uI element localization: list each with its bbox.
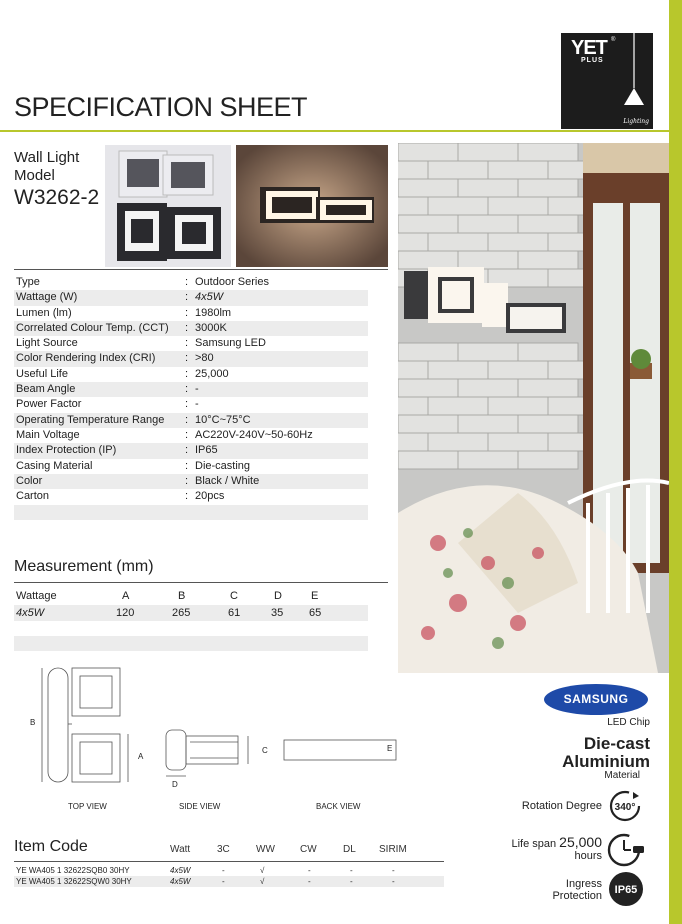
spec-row xyxy=(14,397,368,412)
item-cell: - xyxy=(392,866,395,875)
dim-label-a: A xyxy=(138,752,144,761)
rotation-icon xyxy=(609,790,641,822)
item-cell: 4x5W xyxy=(170,877,191,886)
spec-label: Lumen (lm) xyxy=(16,306,72,319)
spec-label: Type xyxy=(16,276,40,288)
spec-label: Operating Temperature Range xyxy=(16,413,165,426)
spec-colon: : xyxy=(185,413,189,426)
spec-row xyxy=(14,428,368,443)
item-cell: - xyxy=(308,866,311,875)
clock-icon xyxy=(606,830,646,870)
spec-label: Useful Life xyxy=(16,367,68,380)
life-span-text: Life span xyxy=(511,838,557,850)
spec-label: Color xyxy=(16,474,43,487)
life-span-label xyxy=(511,836,602,862)
spec-colon: : xyxy=(185,306,189,319)
spec-row xyxy=(14,275,368,290)
logo-tagline: Lighting xyxy=(623,118,649,125)
spec-colon: : xyxy=(185,459,189,472)
item-header-cell: 3C xyxy=(217,844,230,855)
item-header-cell: WW xyxy=(256,844,275,855)
spec-table xyxy=(14,275,368,504)
spec-label: Index Protection (IP) xyxy=(16,444,117,457)
ingress-line1: Ingress xyxy=(565,878,602,890)
item-cell: - xyxy=(308,877,311,886)
spec-value: 25,000 xyxy=(195,367,229,380)
spec-label: Power Factor xyxy=(16,398,82,411)
side-view-label: SIDE VIEW xyxy=(179,802,221,811)
measurement-cell: 61 xyxy=(228,607,241,619)
diecast-label xyxy=(562,735,650,771)
spec-row xyxy=(14,367,368,382)
spec-row xyxy=(14,290,368,305)
spec-row xyxy=(14,351,368,366)
technical-drawings xyxy=(0,660,400,820)
spec-colon: : xyxy=(185,444,189,457)
item-code-title: Item Code xyxy=(14,838,88,855)
spec-colon: : xyxy=(185,276,189,288)
product-photo-variants xyxy=(105,145,231,267)
item-header-cell: CW xyxy=(300,844,317,855)
dim-label-c: C xyxy=(262,746,268,755)
product-model: W3262-2 xyxy=(14,186,100,209)
life-span-value: 25,000 xyxy=(559,834,602,850)
spec-value: 1980lm xyxy=(195,306,232,319)
spec-colon: : xyxy=(185,474,189,487)
product-model-label: Model xyxy=(14,167,55,184)
item-cell: - xyxy=(350,877,353,886)
product-type: Wall Light xyxy=(14,149,80,166)
ingress-label xyxy=(552,878,602,902)
page-title: SPECIFICATION SHEET xyxy=(14,92,308,122)
item-rule xyxy=(14,861,444,862)
logo-name: YET xyxy=(571,37,607,59)
spec-value: 20pcs xyxy=(195,490,225,503)
spec-colon: : xyxy=(185,337,189,350)
lamp-icon xyxy=(619,33,649,113)
spec-colon: : xyxy=(185,321,189,334)
back-view-label: BACK VIEW xyxy=(316,802,361,811)
measurement-header-cell: C xyxy=(230,590,238,602)
spec-value: Outdoor Series xyxy=(195,276,269,288)
dim-label-e: E xyxy=(387,744,393,753)
spec-label: Beam Angle xyxy=(16,383,76,396)
item-header-cell: SIRIM xyxy=(379,844,407,855)
spec-colon: : xyxy=(185,398,189,411)
spec-colon: : xyxy=(185,367,189,380)
accent-side-bar xyxy=(669,0,682,924)
item-code: YE WA405 1 32622SQW0 30HY xyxy=(16,877,132,886)
spec-row xyxy=(14,336,368,351)
spec-colon: : xyxy=(185,490,189,503)
item-cell: 4x5W xyxy=(170,866,191,875)
spec-row xyxy=(14,321,368,336)
measurement-header-cell: E xyxy=(311,590,319,602)
measurement-cell: 4x5W xyxy=(16,607,45,619)
samsung-logo: SAMSUNG xyxy=(544,684,648,715)
product-photo-lit xyxy=(236,145,388,267)
spec-label: Correlated Colour Temp. (CCT) xyxy=(16,321,169,334)
led-chip-label: LED Chip xyxy=(607,717,650,728)
measurement-title: Measurement (mm) xyxy=(14,558,154,575)
item-header-cell: DL xyxy=(343,844,356,855)
spec-rule xyxy=(14,269,388,270)
spec-value: AC220V-240V~50-60Hz xyxy=(195,428,313,441)
spec-label: Main Voltage xyxy=(16,428,80,441)
spec-label: Carton xyxy=(16,490,50,503)
spec-value: 3000K xyxy=(195,321,227,334)
item-cell: - xyxy=(350,866,353,875)
spec-value: IP65 xyxy=(195,444,218,457)
spec-row xyxy=(14,382,368,397)
spec-row xyxy=(14,306,368,321)
spec-value: Samsung LED xyxy=(195,337,266,350)
item-cell: √ xyxy=(260,877,265,886)
item-cell: √ xyxy=(260,866,265,875)
measurement-blank-row xyxy=(14,636,368,651)
brand-logo xyxy=(561,33,653,129)
dimension-diagram xyxy=(0,660,400,820)
spec-row xyxy=(14,459,368,474)
measurement-header-cell: D xyxy=(274,590,282,602)
spec-label: Wattage (W) xyxy=(16,291,78,304)
ingress-line2: Protection xyxy=(552,890,602,902)
diecast-line1: Die-cast xyxy=(583,734,650,753)
top-view-label: TOP VIEW xyxy=(68,802,107,811)
spec-value: 10°C~75°C xyxy=(195,413,251,426)
spec-colon: : xyxy=(185,428,189,441)
diecast-line2: Aluminium xyxy=(562,752,650,771)
spec-label: Color Rendering Index (CRI) xyxy=(16,352,156,365)
ip65-badge-icon xyxy=(608,871,644,907)
measurement-row xyxy=(14,605,368,621)
spec-value: Die-casting xyxy=(195,459,251,472)
item-row xyxy=(14,876,444,887)
measurement-rule xyxy=(14,582,388,583)
item-row xyxy=(14,865,444,876)
spec-row xyxy=(14,413,368,428)
measurement-header-cell: Wattage xyxy=(16,590,57,602)
installation-photo xyxy=(398,143,669,673)
life-span-unit: hours xyxy=(574,850,602,862)
measurement-cell: 65 xyxy=(309,607,322,619)
rotation-label: Rotation Degree xyxy=(521,800,602,812)
measurement-header-cell: A xyxy=(122,590,130,602)
measurement-cell: 265 xyxy=(172,607,191,619)
measurement-cell: 120 xyxy=(116,607,135,619)
spec-colon: : xyxy=(185,383,189,396)
item-cell: - xyxy=(222,866,225,875)
logo-registered: ® xyxy=(611,37,616,43)
item-header-cell: Watt xyxy=(170,844,191,855)
spec-value: Black / White xyxy=(195,474,260,487)
spec-colon: : xyxy=(185,352,189,365)
measurement-cell: 35 xyxy=(271,607,284,619)
measurement-header xyxy=(14,588,368,604)
spec-value: >80 xyxy=(195,352,214,365)
item-cell: - xyxy=(222,877,225,886)
measurement-header-cell: B xyxy=(178,590,186,602)
spec-row xyxy=(14,443,368,458)
dim-label-b: B xyxy=(30,718,36,727)
spec-label: Casing Material xyxy=(16,459,93,472)
spec-blank-row xyxy=(14,505,368,520)
item-cell: - xyxy=(392,877,395,886)
spec-label: Light Source xyxy=(16,337,78,350)
rotation-value: 340° xyxy=(614,802,636,813)
spec-value: 4x5W xyxy=(195,291,224,304)
dim-label-d: D xyxy=(172,780,178,789)
spec-value: - xyxy=(195,383,199,396)
material-label: Material xyxy=(604,770,640,781)
spec-colon: : xyxy=(185,291,189,304)
logo-sub: PLUS xyxy=(581,57,604,64)
spec-row xyxy=(14,489,368,504)
ip-value: IP65 xyxy=(614,884,638,896)
item-code: YE WA405 1 32622SQB0 30HY xyxy=(16,866,130,875)
spec-row xyxy=(14,474,368,489)
header-rule xyxy=(0,130,669,132)
spec-value: - xyxy=(195,398,199,411)
